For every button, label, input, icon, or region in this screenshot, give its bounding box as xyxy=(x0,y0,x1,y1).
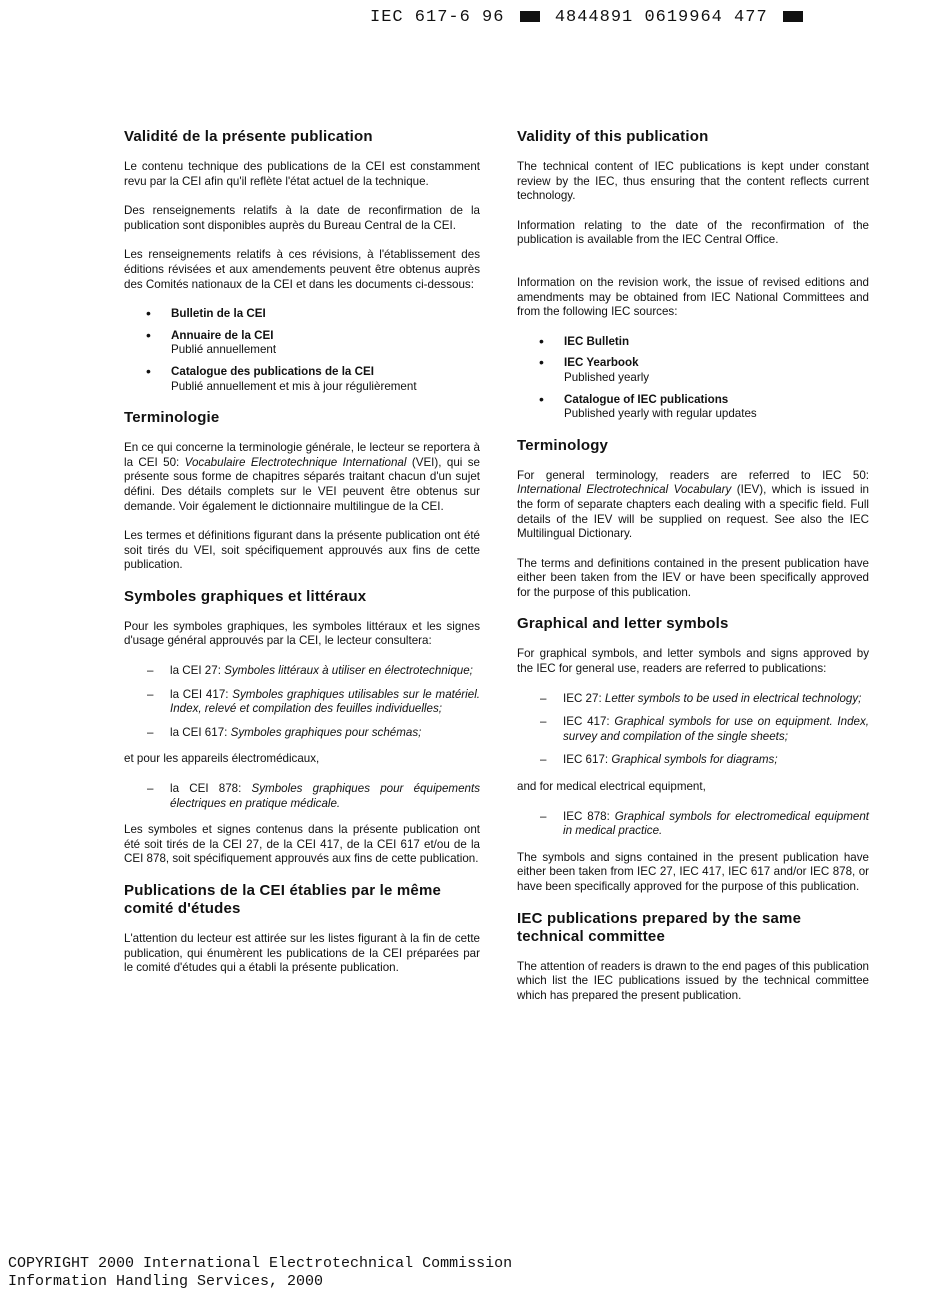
paragraph: Information relating to the date of the reconfirmation of the publication is available from the IEC Central Office. xyxy=(517,218,869,247)
paragraph: The terms and definitions contained in the present publication have either been taken from the IEV or have been specifically approved for the purpose of this publication. xyxy=(517,556,869,599)
paragraph: Pour les symboles graphiques, les symboles littéraux et les signes d'usage général approuvés par la CEI, le lecteur consultera: xyxy=(124,619,480,648)
section-title-committee-en: IEC publications prepared by the same technical committee xyxy=(517,909,802,945)
list-item: – la CEI 27: Symboles littéraux à utiliser en électrotechnique; xyxy=(147,664,480,679)
paragraph: The symbols and signs contained in the present publication have either been taken from IEC 27, IEC 417, IEC 617 and/or IEC 878, or have been specifically approved for the purpose of this publication. xyxy=(517,850,869,893)
section-title-committee-fr: Publications de la CEI établies par le même comité d'études xyxy=(124,882,442,917)
copyright-footer xyxy=(8,1255,512,1291)
english-column xyxy=(517,128,869,1018)
list-item: • Catalogue des publications de la CEI Publié annuellement et mis à jour régulièrement xyxy=(124,365,480,394)
french-column xyxy=(124,128,480,991)
standards-list-fr xyxy=(124,664,480,740)
section-title-validity-en: Validity of this publication xyxy=(517,128,709,145)
paragraph: The attention of readers is drawn to the end pages of this publication which list the IEC publications issued by the technical committee which has prepared the present publication. xyxy=(517,959,869,1002)
list-item: • IEC Bulletin xyxy=(517,335,869,350)
redaction-block xyxy=(783,11,803,22)
list-item: – la CEI 878: Symboles graphiques pour équipements électriques en pratique médicale. xyxy=(147,782,480,811)
standards-list-en xyxy=(517,692,869,768)
list-item: – la CEI 617: Symboles graphiques pour schémas; xyxy=(147,726,480,741)
sources-list-en xyxy=(517,335,869,422)
paragraph: Des renseignements relatifs à la date de reconfirmation de la publication sont disponibles auprès du Bureau Central de la CEI. xyxy=(124,204,480,232)
paragraph: Information on the revision work, the issue of revised editions and amendments may be obtained from IEC National Committees and from the following IEC sources: xyxy=(517,275,869,319)
medical-standards-list-en xyxy=(517,810,869,839)
list-item: – IEC 27: Letter symbols to be used in electrical technology; xyxy=(540,692,869,707)
paragraph: Les symboles et signes contenus dans la présente publication ont été soit tirés de la CEI 27, de la CEI 417, de la CEI 617 et/ou de la CEI 878, soit spécifiquement approuvés aux fins de cette publication. xyxy=(124,823,480,866)
paragraph: Les termes et définitions figurant dans la présente publication ont été soit tirés du VEI, soit spécifiquement approuvés aux fins de cette publication. xyxy=(124,529,480,572)
list-item: • Catalogue of IEC publications Published yearly with regular updates xyxy=(517,393,869,422)
paragraph: For general terminology, readers are referred to IEC 50: International Electrotechnical Vocabulary (IEV), which is issued in the form of separate chapters each dealing with a specific field. Full details of the IEV will be supplied on request. See also the IEC Multilingual Dictionary. xyxy=(517,468,869,541)
section-title-terminology-fr: Terminologie xyxy=(124,409,220,427)
redaction-block xyxy=(520,11,540,22)
paragraph: En ce qui concerne la terminologie générale, le lecteur se reportera à la CEI 50: Vocabulaire Electrotechnique International (VEI), qui se présente sous forme de chapitres séparés traitant chacun d'un sujet défini. Des détails complets sur le VEI peuvent être obtenus sur demande. Voir également le dictionnaire multilingue de la CEI. xyxy=(124,441,480,513)
document-code-part1: IEC 617-6 96 xyxy=(370,8,505,27)
document-code-header xyxy=(370,8,807,27)
paragraph: et pour les appareils électromédicaux, xyxy=(124,752,320,766)
sources-list-fr xyxy=(124,307,480,394)
list-item: • Bulletin de la CEI xyxy=(124,307,480,322)
list-item: – IEC 617: Graphical symbols for diagrams; xyxy=(540,753,869,768)
publisher-line: Information Handling Services, 2000 xyxy=(8,1273,324,1290)
document-code-part2: 4844891 0619964 477 xyxy=(554,8,768,27)
medical-standards-list-fr xyxy=(124,782,480,811)
copyright-line: COPYRIGHT 2000 International Electrotechnical Commission xyxy=(8,1255,513,1272)
list-item: – la CEI 417: Symboles graphiques utilisables sur le matériel. Index, relevé et compilation des feuilles individuelles; xyxy=(147,688,480,717)
list-item: – IEC 417: Graphical symbols for use on equipment. Index, survey and compilation of the single sheets; xyxy=(540,715,869,744)
section-title-symbols-en: Graphical and letter symbols xyxy=(517,615,729,633)
section-title-validity-fr: Validité de la présente publication xyxy=(124,128,373,145)
list-item: • Annuaire de la CEI Publié annuellement xyxy=(124,329,480,358)
paragraph: Le contenu technique des publications de la CEI est constamment revu par la CEI afin qu'il reflète l'état actuel de la technique. xyxy=(124,160,480,188)
list-item: • IEC Yearbook Published yearly xyxy=(517,356,869,385)
paragraph: L'attention du lecteur est attirée sur les listes figurant à la fin de cette publication, qui énumèrent les publications de la CEI préparées par le comité d'études qui a établi la présente publication. xyxy=(124,932,480,975)
paragraph: For graphical symbols, and letter symbols and signs approved by the IEC for general use, readers are referred to publications: xyxy=(517,647,869,676)
section-title-terminology-en: Terminology xyxy=(517,436,609,454)
paragraph: and for medical electrical equipment, xyxy=(517,780,706,794)
list-item: – IEC 878: Graphical symbols for electromedical equipment in medical practice. xyxy=(540,810,869,839)
paragraph: Les renseignements relatifs à ces révisions, à l'établissement des éditions révisées et aux amendements peuvent être obtenus auprès des Comités nationaux de la CEI et dans les documents ci-dessous: xyxy=(124,248,480,291)
section-title-symbols-fr: Symboles graphiques et littéraux xyxy=(124,587,367,605)
paragraph: The technical content of IEC publications is kept under constant review by the IEC, thus ensuring that the content reflects current technology. xyxy=(517,160,869,203)
